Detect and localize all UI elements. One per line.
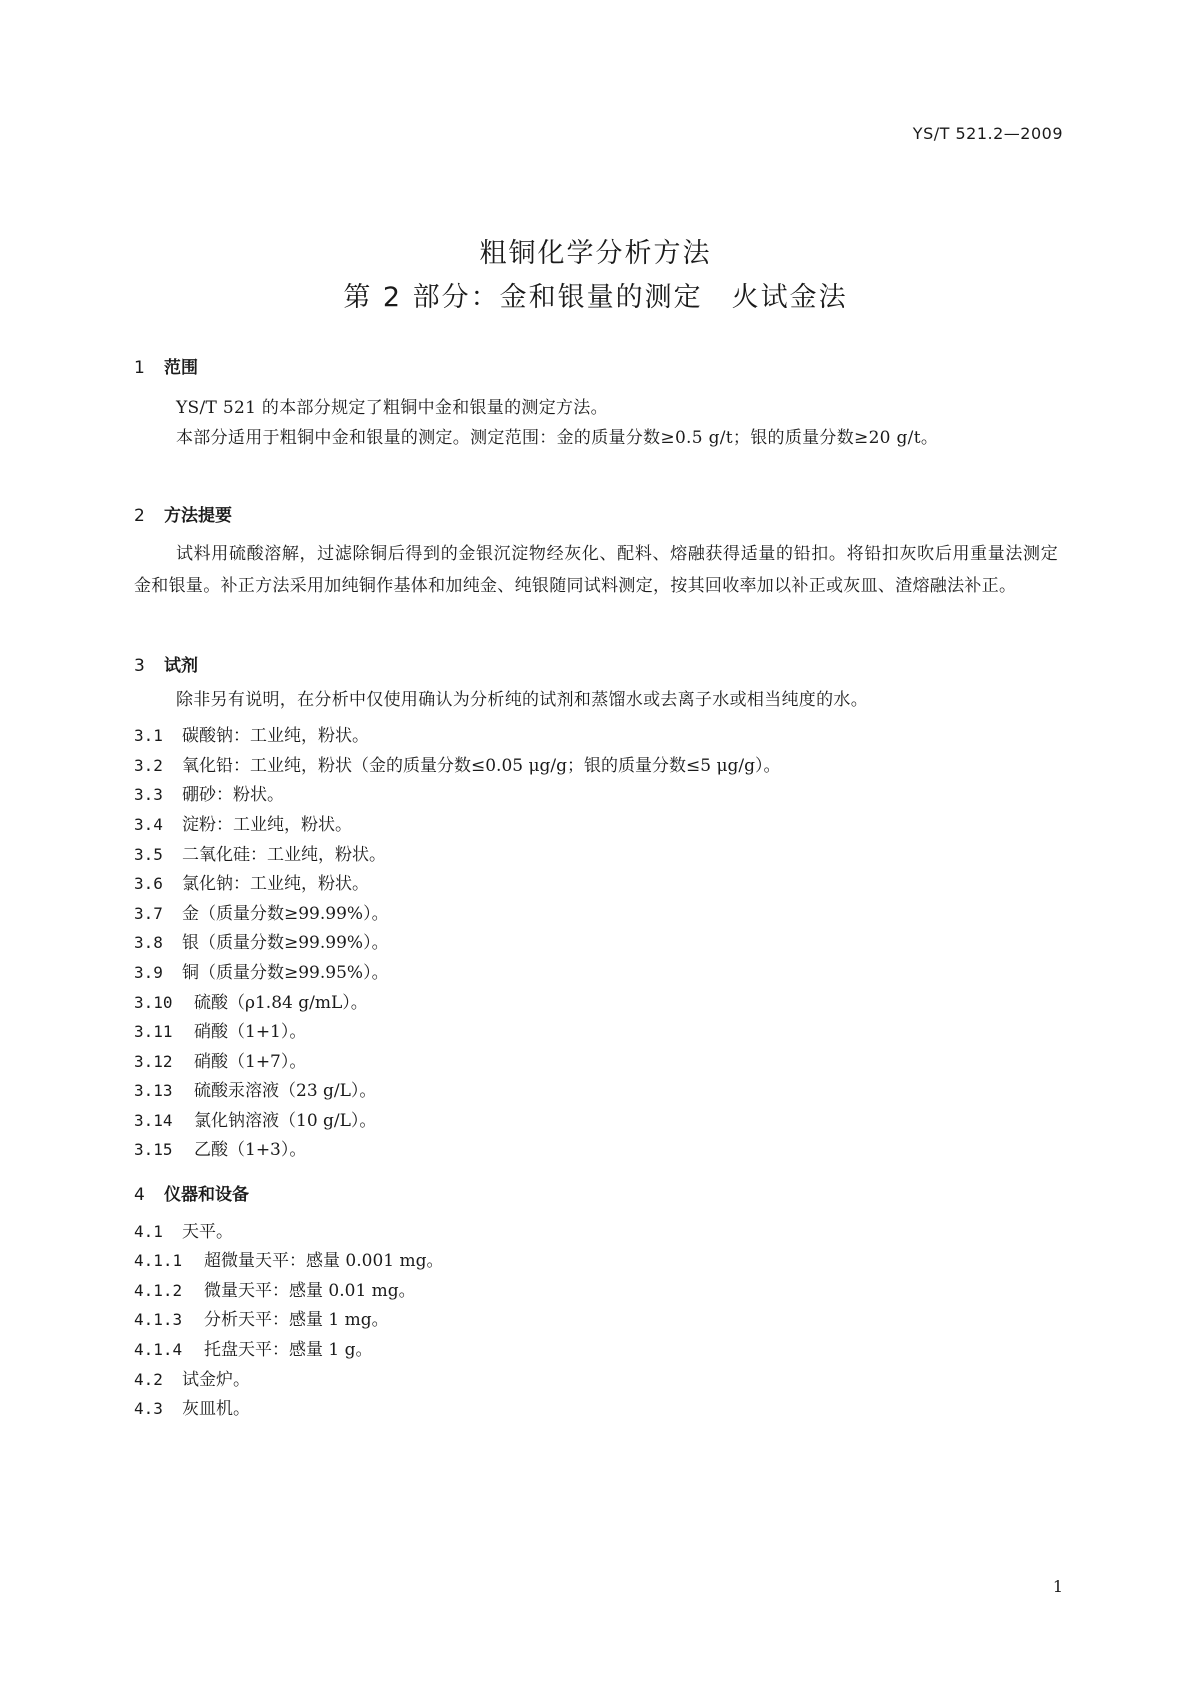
- standard-code: YS/T 521.2—2009: [912, 124, 1063, 143]
- item-number: 4.1.2: [134, 1281, 183, 1300]
- list-item: [134, 1106, 376, 1131]
- paragraph: 除非另有说明，在分析中仅使用确认为分析纯的试剂和蒸馏水或去离子水或相当纯度的水。: [176, 690, 868, 710]
- item-number: 3.12: [134, 1052, 173, 1071]
- item-number: 3.15: [134, 1140, 173, 1159]
- item-text: 硼砂：粉状。: [182, 785, 284, 805]
- list-item: [134, 1076, 376, 1101]
- item-text: 氯化钠溶液（10 g/L）。: [194, 1111, 377, 1131]
- item-number: 4.1.4: [134, 1340, 183, 1359]
- item-text: 分析天平：感量 1 mg。: [204, 1310, 389, 1330]
- section-title: 范围: [164, 358, 198, 378]
- list-item: [134, 1365, 250, 1390]
- list-item: [134, 988, 368, 1013]
- section-heading-2: [134, 501, 232, 526]
- section-heading-3: [134, 651, 198, 676]
- item-number: 3.5: [134, 845, 163, 864]
- item-text: 托盘天平：感量 1 g。: [204, 1340, 373, 1360]
- list-item: [134, 1135, 306, 1160]
- section-heading-1: [134, 353, 198, 378]
- list-item: [134, 1305, 389, 1330]
- list-item: [134, 869, 369, 894]
- item-text: 氧化铅：工业纯，粉状（金的质量分数≤0.05 μg/g；银的质量分数≤5 μg/g）。: [182, 756, 781, 776]
- list-item: [134, 1246, 443, 1271]
- paragraph: YS/T 521 的本部分规定了粗铜中金和银量的测定方法。: [176, 398, 608, 418]
- item-number: 4.1: [134, 1222, 163, 1241]
- item-text: 硫酸（ρ1.84 g/mL）。: [194, 993, 368, 1013]
- list-item: [134, 958, 389, 983]
- list-item: [134, 1047, 306, 1072]
- section-title: 方法提要: [164, 506, 232, 526]
- item-text: 天平。: [182, 1222, 233, 1242]
- item-number: 4.2: [134, 1370, 163, 1389]
- item-number: 3.11: [134, 1022, 173, 1041]
- section-number: 2: [134, 506, 145, 526]
- list-item: [134, 928, 389, 953]
- list-item: [134, 840, 386, 865]
- section-number: 1: [134, 358, 145, 378]
- section-heading-4: [134, 1180, 249, 1205]
- item-text: 银（质量分数≥99.99%）。: [182, 933, 389, 953]
- section-number: 4: [134, 1185, 145, 1205]
- section-title: 仪器和设备: [164, 1185, 249, 1205]
- item-number: 3.2: [134, 756, 163, 775]
- item-text: 碳酸钠：工业纯，粉状。: [182, 726, 369, 746]
- list-item: [134, 810, 352, 835]
- item-number: 3.3: [134, 785, 163, 804]
- item-text: 硝酸（1+7）。: [194, 1052, 307, 1072]
- item-text: 灰皿机。: [182, 1399, 250, 1419]
- item-text: 金（质量分数≥99.99%）。: [182, 904, 389, 924]
- item-number: 3.7: [134, 904, 163, 923]
- item-number: 3.13: [134, 1081, 173, 1100]
- item-number: 3.1: [134, 726, 163, 745]
- item-text: 铜（质量分数≥99.95%）。: [182, 963, 389, 983]
- list-item: [134, 1017, 306, 1042]
- item-number: 3.10: [134, 993, 173, 1012]
- list-item: [134, 1217, 233, 1242]
- item-number: 3.14: [134, 1111, 173, 1130]
- list-item: [134, 721, 369, 746]
- document-title: 粗铜化学分析方法: [479, 238, 712, 269]
- page-number: 1: [1052, 1577, 1063, 1596]
- list-item: [134, 780, 284, 805]
- list-item: [134, 899, 389, 924]
- item-text: 硝酸（1+1）。: [194, 1022, 307, 1042]
- item-number: 4.1.3: [134, 1310, 183, 1329]
- item-text: 超微量天平：感量 0.001 mg。: [204, 1251, 444, 1271]
- item-text: 二氧化硅：工业纯，粉状。: [182, 845, 386, 865]
- item-text: 氯化钠：工业纯，粉状。: [182, 874, 369, 894]
- item-number: 3.6: [134, 874, 163, 893]
- item-number: 4.3: [134, 1399, 163, 1418]
- section-title: 试剂: [164, 656, 198, 676]
- paragraph: 本部分适用于粗铜中金和银量的测定。测定范围：金的质量分数≥0.5 g/t；银的质量分数≥20 g/t。: [176, 428, 939, 448]
- item-number: 4.1.1: [134, 1251, 183, 1270]
- list-item: [134, 1276, 416, 1301]
- section-number: 3: [134, 656, 145, 676]
- item-text: 淀粉：工业纯，粉状。: [182, 815, 352, 835]
- item-number: 3.4: [134, 815, 163, 834]
- document-subtitle: 第 2 部分：金和银量的测定 火试金法: [343, 282, 848, 313]
- item-text: 硫酸汞溶液（23 g/L）。: [194, 1081, 377, 1101]
- paragraph: 试料用硫酸溶解，过滤除铜后得到的金银沉淀物经灰化、配料、熔融获得适量的铅扣。将铅扣灰吹后用重量法测定金和银量。补正方法采用加纯铜作基体和加纯金、纯银随同试料测定，按其回收率加以补正或灰皿、渣熔融法补正。: [134, 544, 1058, 596]
- item-number: 3.8: [134, 933, 163, 952]
- list-item: [134, 1335, 373, 1360]
- item-number: 3.9: [134, 963, 163, 982]
- list-item: [134, 751, 781, 776]
- item-text: 乙酸（1+3）。: [194, 1140, 307, 1160]
- item-text: 试金炉。: [182, 1370, 250, 1390]
- list-item: [134, 1394, 250, 1419]
- item-text: 微量天平：感量 0.01 mg。: [204, 1281, 416, 1301]
